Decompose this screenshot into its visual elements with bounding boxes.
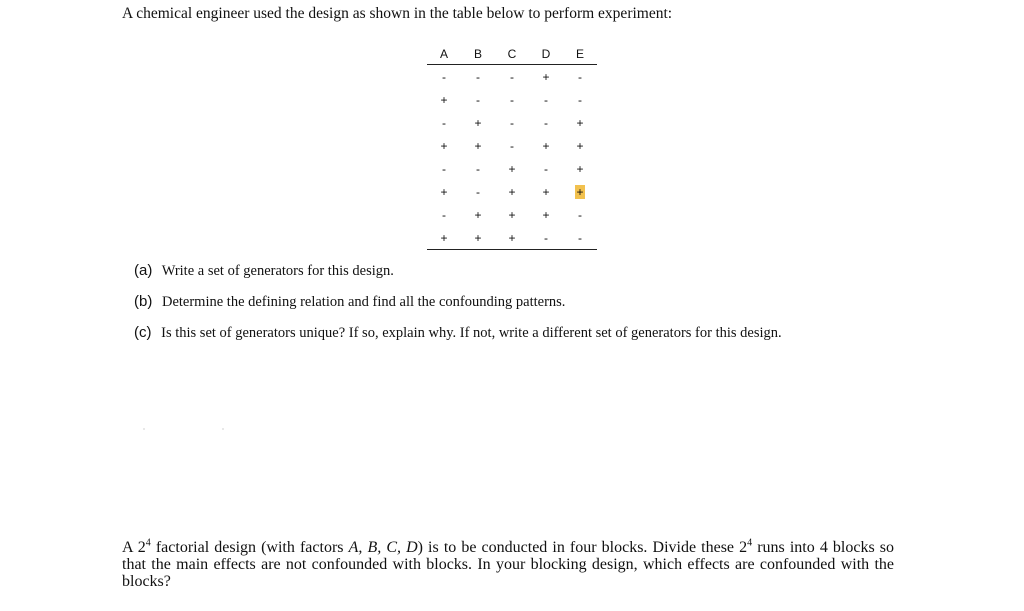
header-c: C (495, 44, 529, 65)
table-header-row (427, 44, 597, 65)
cell: - (442, 161, 446, 176)
cell: + (440, 92, 448, 107)
cell: + (508, 161, 516, 176)
table-row (427, 88, 597, 111)
question-list (134, 262, 782, 355)
blocking-question: A $2^4$ factorial design (with factors A, B, C, D) is to be conducted in four blocks. Divide these $2^4$ runs into 4 blocks so that the main effects are not confounded with blocks. In your blocking design, which effects are confounded with the blocks? (122, 537, 895, 590)
header-a: A (427, 44, 461, 65)
cell: - (476, 184, 480, 199)
cell: - (578, 92, 582, 107)
cell: + (576, 115, 584, 130)
cell (563, 180, 597, 203)
cell: - (563, 226, 597, 250)
cell: + (508, 207, 516, 222)
table-row (427, 65, 597, 89)
question-text: Determine the defining relation and find all the confounding patterns. (161, 294, 566, 310)
cell: + (461, 226, 495, 250)
cell: + (495, 226, 529, 250)
cell: + (474, 138, 482, 153)
question-label: (c) (134, 324, 152, 341)
cell: - (510, 92, 514, 107)
highlighted-cell-mark: + (576, 184, 584, 199)
cell: - (578, 207, 582, 222)
cell: + (542, 184, 550, 199)
cell: + (576, 161, 584, 176)
header-d: D (529, 44, 563, 65)
cell: - (510, 138, 514, 153)
question-b (134, 293, 782, 324)
cell: - (442, 115, 446, 130)
cell: - (529, 226, 563, 250)
cell: + (508, 184, 516, 199)
table-row (427, 226, 597, 250)
scan-artifact (143, 428, 145, 430)
cell: - (476, 92, 480, 107)
question-a (134, 262, 782, 293)
cell: - (544, 161, 548, 176)
cell: + (474, 207, 482, 222)
table-row (427, 180, 597, 203)
cell: - (544, 92, 548, 107)
header-b: B (461, 44, 495, 65)
cell: - (544, 115, 548, 130)
cell: + (427, 226, 461, 250)
cell: + (542, 69, 550, 84)
question-label: (b) (134, 293, 153, 310)
table-row (427, 111, 597, 134)
cell: + (542, 207, 550, 222)
question-label: (a) (134, 262, 153, 279)
table-row (427, 203, 597, 226)
question-text: Write a set of generators for this design. (161, 263, 394, 279)
cell: - (442, 207, 446, 222)
cell: - (510, 115, 514, 130)
question-c (134, 324, 782, 355)
cell: + (474, 115, 482, 130)
question-text: Is this set of generators unique? If so, explain why. If not, write a different set of generators for this design. (161, 325, 782, 341)
cell: + (440, 138, 448, 153)
scan-artifact (222, 428, 224, 430)
cell: + (576, 138, 584, 153)
table-row (427, 157, 597, 180)
cell: - (476, 69, 480, 84)
cell: + (440, 184, 448, 199)
header-e: E (563, 44, 597, 65)
table-row (427, 134, 597, 157)
cell: - (510, 69, 514, 84)
design-table (427, 44, 597, 250)
cell: - (442, 69, 446, 84)
cell: - (476, 161, 480, 176)
intro-text: A chemical engineer used the design as shown in the table below to perform experiment: (122, 5, 673, 22)
cell: + (542, 138, 550, 153)
cell: - (578, 69, 582, 84)
